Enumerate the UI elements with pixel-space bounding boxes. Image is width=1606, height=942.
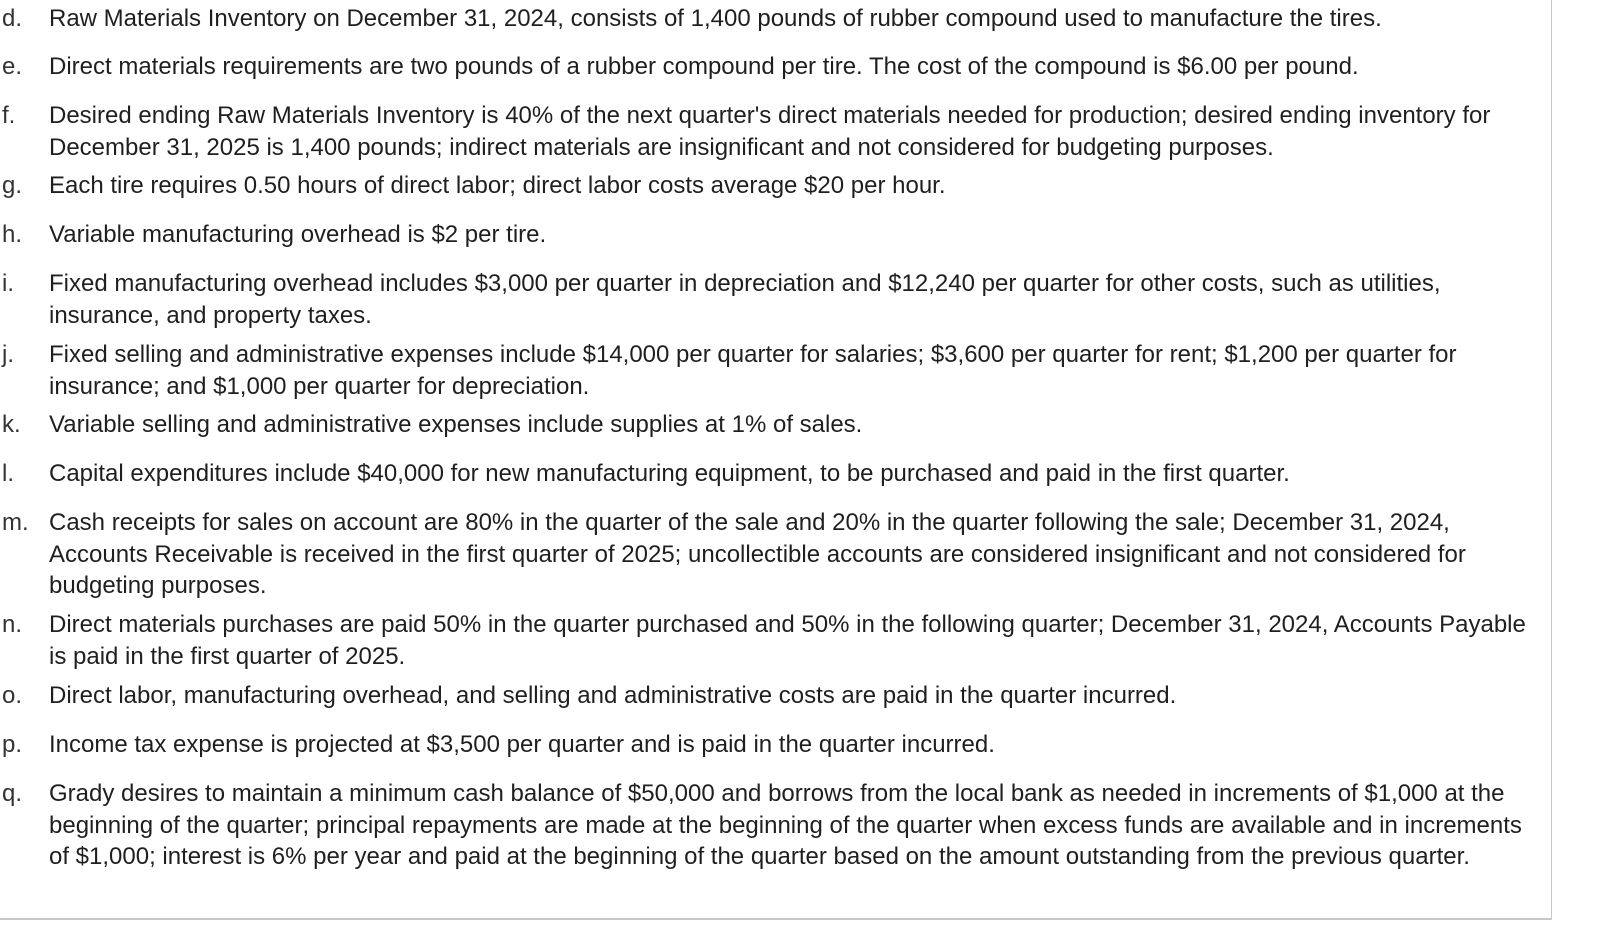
- item-text: Direct materials requirements are two pounds of a rubber compound per tire. The cost of the compound is $6.00 per pound.: [49, 53, 1359, 80]
- item-text: Desired ending Raw Materials Inventory is 40% of the next quarter's direct materials needed for production; desired ending inventory for December 31, 2025 is 1,400 pounds; indirect materials are insignificant and not considered for budgeting purposes.: [49, 102, 1491, 161]
- item-letter: g.: [2, 172, 23, 199]
- item-text: Each tire requires 0.50 hours of direct labor; direct labor costs average $20 per hour.: [49, 172, 946, 199]
- item-letter: j.: [2, 341, 14, 368]
- item-text: Grady desires to maintain a minimum cash balance of $50,000 and borrows from the local bank as needed in increments of $1,000 at the beginning of the quarter; principal repayments are made at the beginning of the quarter when excess funds are available and in increments of $1,000; interest is 6% per year and paid at the beginning of the quarter based on the amount outstanding from the previous quarter.: [49, 780, 1522, 870]
- item-letter: f.: [2, 102, 16, 129]
- item-letter: i.: [2, 270, 14, 297]
- item-text: Direct labor, manufacturing overhead, and selling and administrative costs are paid in the quarter incurred.: [49, 682, 1177, 709]
- item-letter: l.: [2, 460, 14, 487]
- item-text: Raw Materials Inventory on December 31, 2024, consists of 1,400 pounds of rubber compound used to manufacture the tires.: [49, 5, 1382, 32]
- item-letter: k.: [2, 411, 21, 438]
- item-text: Income tax expense is projected at $3,500 per quarter and is paid in the quarter incurred.: [49, 731, 995, 758]
- item-letter: h.: [2, 221, 23, 248]
- item-letter: n.: [2, 611, 23, 638]
- item-text: Variable manufacturing overhead is $2 per tire.: [49, 221, 547, 248]
- item-letter: m.: [2, 509, 29, 536]
- item-letter: d.: [2, 5, 23, 32]
- item-letter: e.: [2, 53, 23, 80]
- item-text: Direct materials purchases are paid 50% in the quarter purchased and 50% in the following quarter; December 31, 2024, Accounts Payable is paid in the first quarter of 2025.: [49, 611, 1526, 670]
- item-text: Capital expenditures include $40,000 for new manufacturing equipment, to be purchased and paid in the first quarter.: [49, 460, 1290, 487]
- item-text: Fixed selling and administrative expenses include $14,000 per quarter for salaries; $3,600 per quarter for rent; $1,200 per quarter for insurance; and $1,000 per quarter for depreciation.: [49, 341, 1457, 400]
- item-text: Variable selling and administrative expenses include supplies at 1% of sales.: [49, 411, 863, 438]
- item-text: Fixed manufacturing overhead includes $3,000 per quarter in depreciation and $12,240 per quarter for other costs, such as utilities, insurance, and property taxes.: [49, 270, 1441, 329]
- item-text: Cash receipts for sales on account are 80% in the quarter of the sale and 20% in the quarter following the sale; December 31, 2024, Accounts Receivable is received in the first quarter of 2025; uncollectible accounts are considered insignificant and not considered for budgeting purposes.: [49, 509, 1466, 599]
- item-letter: o.: [2, 682, 23, 709]
- item-letter: p.: [2, 731, 23, 758]
- item-letter: q.: [2, 780, 23, 807]
